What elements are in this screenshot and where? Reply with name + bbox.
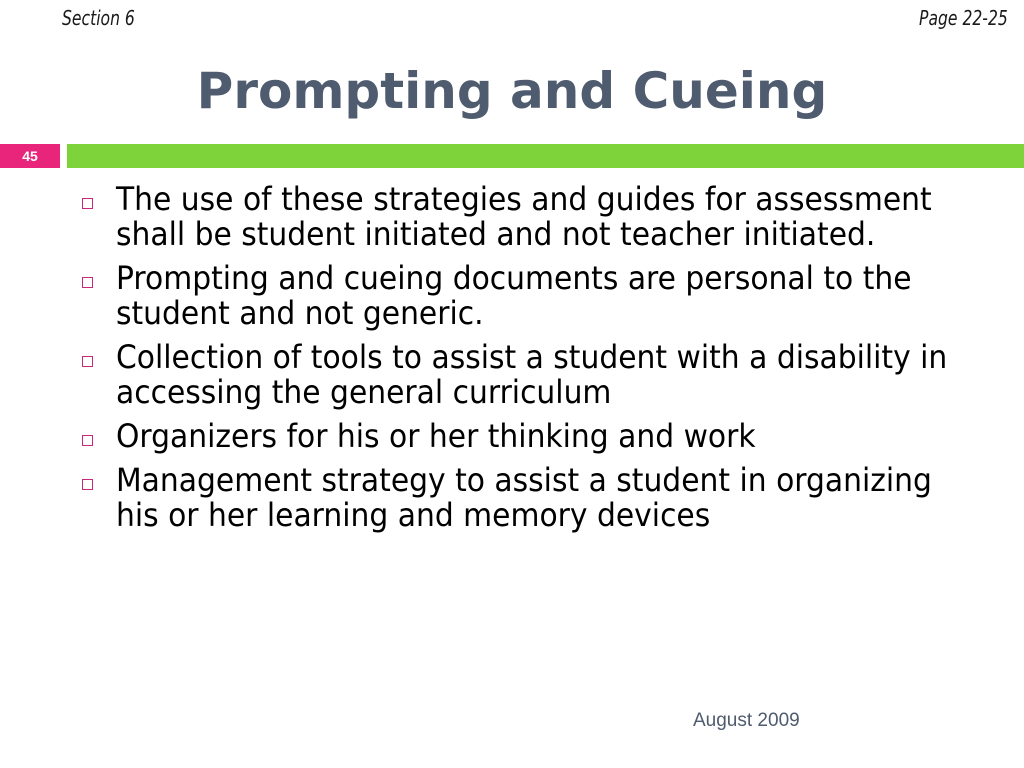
square-bullet-icon bbox=[82, 277, 93, 288]
bullet-item bbox=[80, 419, 980, 454]
bullet-item bbox=[80, 182, 980, 252]
bullet-text: The use of these strategies and guides for assessment shall be student initiated and not teacher initiated. bbox=[116, 180, 932, 253]
bullet-text: Organizers for his or her thinking and work bbox=[116, 417, 756, 455]
bullet-text: Prompting and cueing documents are personal to the student and not generic. bbox=[116, 259, 912, 332]
page-range-label: Page 22-25 bbox=[919, 6, 1008, 30]
title-divider bbox=[0, 144, 1024, 168]
section-label: Section 6 bbox=[62, 6, 135, 30]
bullet-text: Management strategy to assist a student in organizing his or her learning and memory devices bbox=[116, 461, 932, 534]
bullet-item bbox=[80, 463, 980, 533]
square-bullet-icon bbox=[82, 198, 93, 209]
bullet-item bbox=[80, 261, 980, 331]
square-bullet-icon bbox=[82, 356, 93, 367]
square-bullet-icon bbox=[82, 479, 93, 490]
slide-title: Prompting and Cueing bbox=[196, 62, 828, 120]
bullet-list bbox=[80, 182, 980, 542]
accent-bar bbox=[67, 144, 1024, 168]
square-bullet-icon bbox=[82, 435, 93, 446]
bullet-item bbox=[80, 340, 980, 410]
slide-number-badge: 45 bbox=[0, 144, 60, 168]
bullet-text: Collection of tools to assist a student with a disability in accessing the general curriculum bbox=[116, 338, 948, 411]
footer-date: August 2009 bbox=[693, 710, 800, 731]
